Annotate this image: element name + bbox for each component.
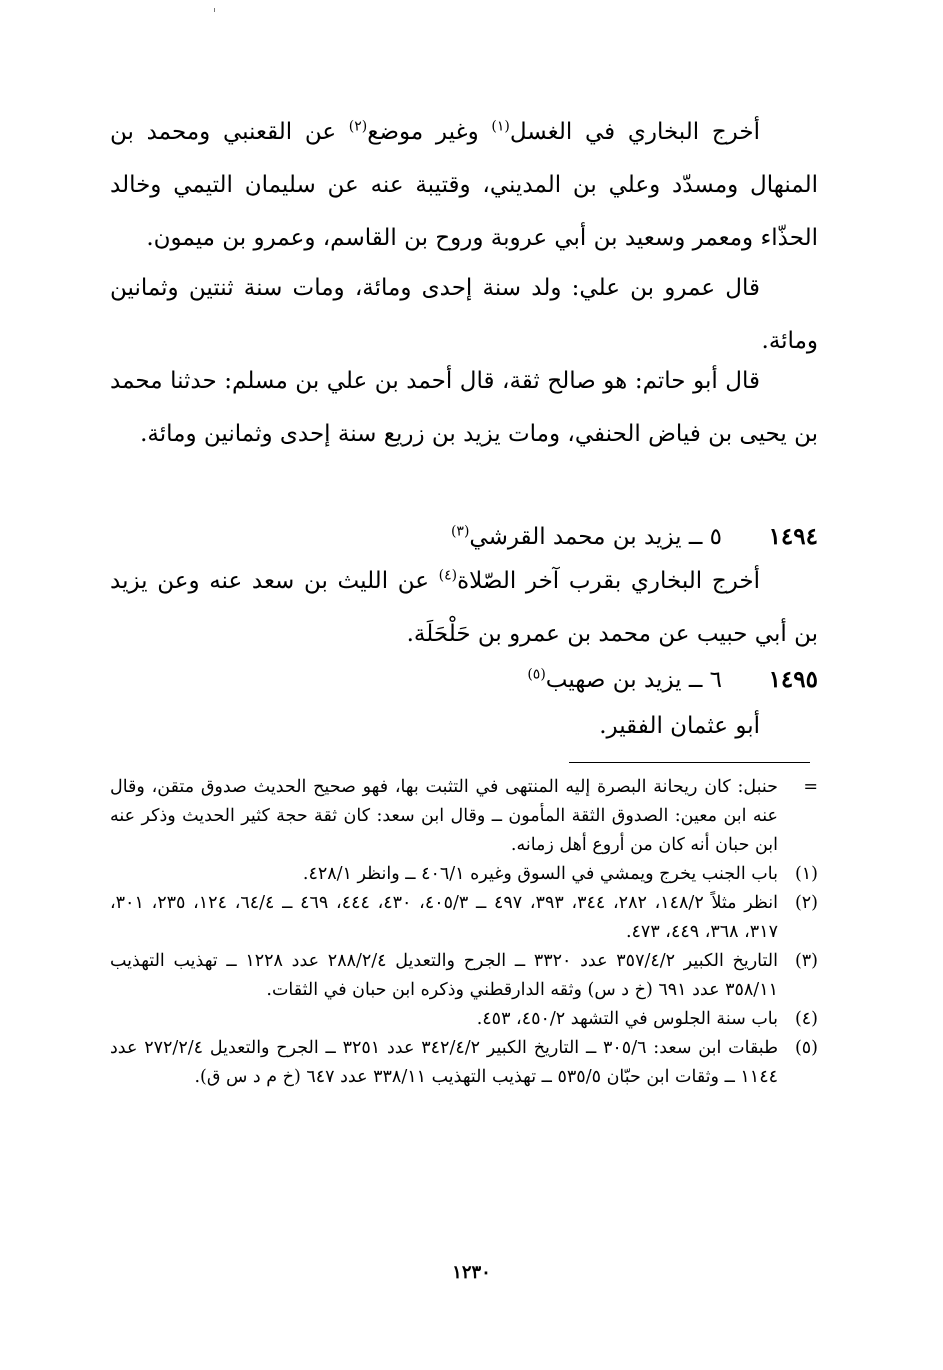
footnote-5 bbox=[110, 1034, 818, 1092]
footnote-text: حنبل: كان ريحانة البصرة إليه المنتهى في التثبت بها، فهو صحيح الحديث صدوق متقن، وقال عنه ابن معين: الصدوق الثقة المأمون ــ وقال ابن سعد: كان ثقة حجة كثير الحديث وذكر عنه ابن حبان أنه كان من أروع أهل زمانه. bbox=[110, 777, 778, 855]
footnote-ref-2: (٢) bbox=[348, 118, 368, 135]
footnote-2 bbox=[110, 889, 818, 947]
footnote-mark: (١) bbox=[794, 864, 818, 884]
paragraph-1 bbox=[110, 106, 818, 265]
scan-mark bbox=[214, 8, 215, 12]
entry-number: ١٤٩٤ bbox=[768, 523, 818, 550]
footnote-1 bbox=[110, 860, 818, 889]
paragraph-2-text: قال عمرو بن علي: ولد سنة إحدى ومائة، ومات سنة ثنتين وثمانين ومائة. bbox=[110, 275, 818, 354]
paragraph-1-text-a: أخرج البخاري في الغسل bbox=[509, 119, 760, 145]
paragraph-5 bbox=[110, 700, 818, 753]
footnotes bbox=[110, 773, 818, 1092]
footnote-ref-3: (٣) bbox=[450, 523, 470, 540]
paragraph-1-text-b: وغير موضع bbox=[367, 119, 492, 145]
footnote-text: طبقات ابن سعد: ٣٠٥/٦ ــ التاريخ الكبير ٣٤٢/٤/٢ عدد ٣٢٥١ ــ الجرح والتعديل ٢٧٢/٢/٤ عدد ١١٤٤ ــ وثقات ابن حبّان ٥٣٥/٥ ــ تهذيب التهذيب ٣٣٨/١١ عدد ٦٤٧ (خ م د س ق). bbox=[110, 1038, 779, 1087]
paragraph-3 bbox=[110, 355, 818, 461]
paragraph-4-text-a: أخرج البخاري بقرب آخر الصّلاة bbox=[457, 568, 760, 594]
footnote-ref-4: (٤) bbox=[438, 567, 458, 584]
page-number: ١٢٣٠ bbox=[452, 1262, 491, 1283]
footnote-ref-5: (٥) bbox=[527, 666, 546, 683]
footnote-text: باب سنة الجلوس في التشهد ٤٥٠/٢، ٤٥٣. bbox=[476, 1009, 778, 1029]
footnote-3 bbox=[110, 947, 818, 1005]
footnote-mark: (٣) bbox=[794, 951, 818, 971]
paragraph-4-text-b: عن الليث بن سعد عنه وعن يزيد بن أبي حبيب عن محمد بن عمرو بن حَلْحَلَة. bbox=[110, 568, 818, 647]
footnote-mark: (٤) bbox=[794, 1009, 818, 1029]
paragraph-3-text: قال أبو حاتم: هو صالح ثقة، قال أحمد بن علي بن مسلم: حدثنا محمد بن يحيى بن فياض الحنفي، ومات يزيد بن زريع سنة إحدى وثمانين ومائة. bbox=[110, 368, 818, 447]
entry-title: ٥ ــ يزيد بن محمد القرشي bbox=[469, 524, 722, 550]
entry-title: ٦ ــ يزيد بن صهيب bbox=[545, 667, 722, 693]
footnote-text: انظر مثلاً ١٤٨/٢، ٢٨٢، ٣٤٤، ٣٩٣، ٤٩٧ ــ ٤٠٥/٣، ٤٣٠، ٤٤٤، ٤٦٩ ــ ٦٤/٤، ١٢٤، ٢٣٥، ٣٠١، ٣١٧، ٣٦٨، ٤٤٩، ٤٧٣. bbox=[110, 893, 778, 942]
footnote-mark: (٥) bbox=[794, 1038, 818, 1058]
entry-number: ١٤٩٥ bbox=[768, 666, 818, 693]
paragraph-1-text-c: عن القعنبي ومحمد بن المنهال ومسدّد وعلي بن المديني، وقتيبة عنه عن سليمان التيمي وخالد الحذّاء ومعمر وسعيد بن أبي عروبة وروح بن القاسم، وعمرو بن ميمون. bbox=[110, 119, 818, 251]
entry-1495 bbox=[110, 655, 818, 705]
footnote-text: باب الجنب يخرج ويمشي في السوق وغيره ٤٠٦/١ ــ وانظر ٤٢٨/١. bbox=[302, 864, 778, 884]
footnote-separator bbox=[569, 762, 810, 763]
paragraph-5-text: أبو عثمان الفقير. bbox=[599, 713, 760, 739]
paragraph-4 bbox=[110, 555, 818, 661]
footnote-text: التاريخ الكبير ٣٥٧/٤/٢ عدد ٣٣٢٠ ــ الجرح والتعديل ٢٨٨/٢/٤ عدد ١٢٢٨ ــ تهذيب التهذيب ٣٥٨/١١ عدد ٦٩١ (خ د س) وثقه الدارقطني وذكره ابن حبان في الثقات. bbox=[110, 951, 778, 1000]
footnote-mark: (٢) bbox=[794, 893, 818, 913]
footnote-ref-1: (١) bbox=[491, 118, 510, 135]
paragraph-2 bbox=[110, 262, 818, 368]
footnote-4 bbox=[110, 1005, 818, 1034]
footnote-mark: = bbox=[803, 777, 818, 797]
footnote-continuation bbox=[110, 773, 818, 860]
